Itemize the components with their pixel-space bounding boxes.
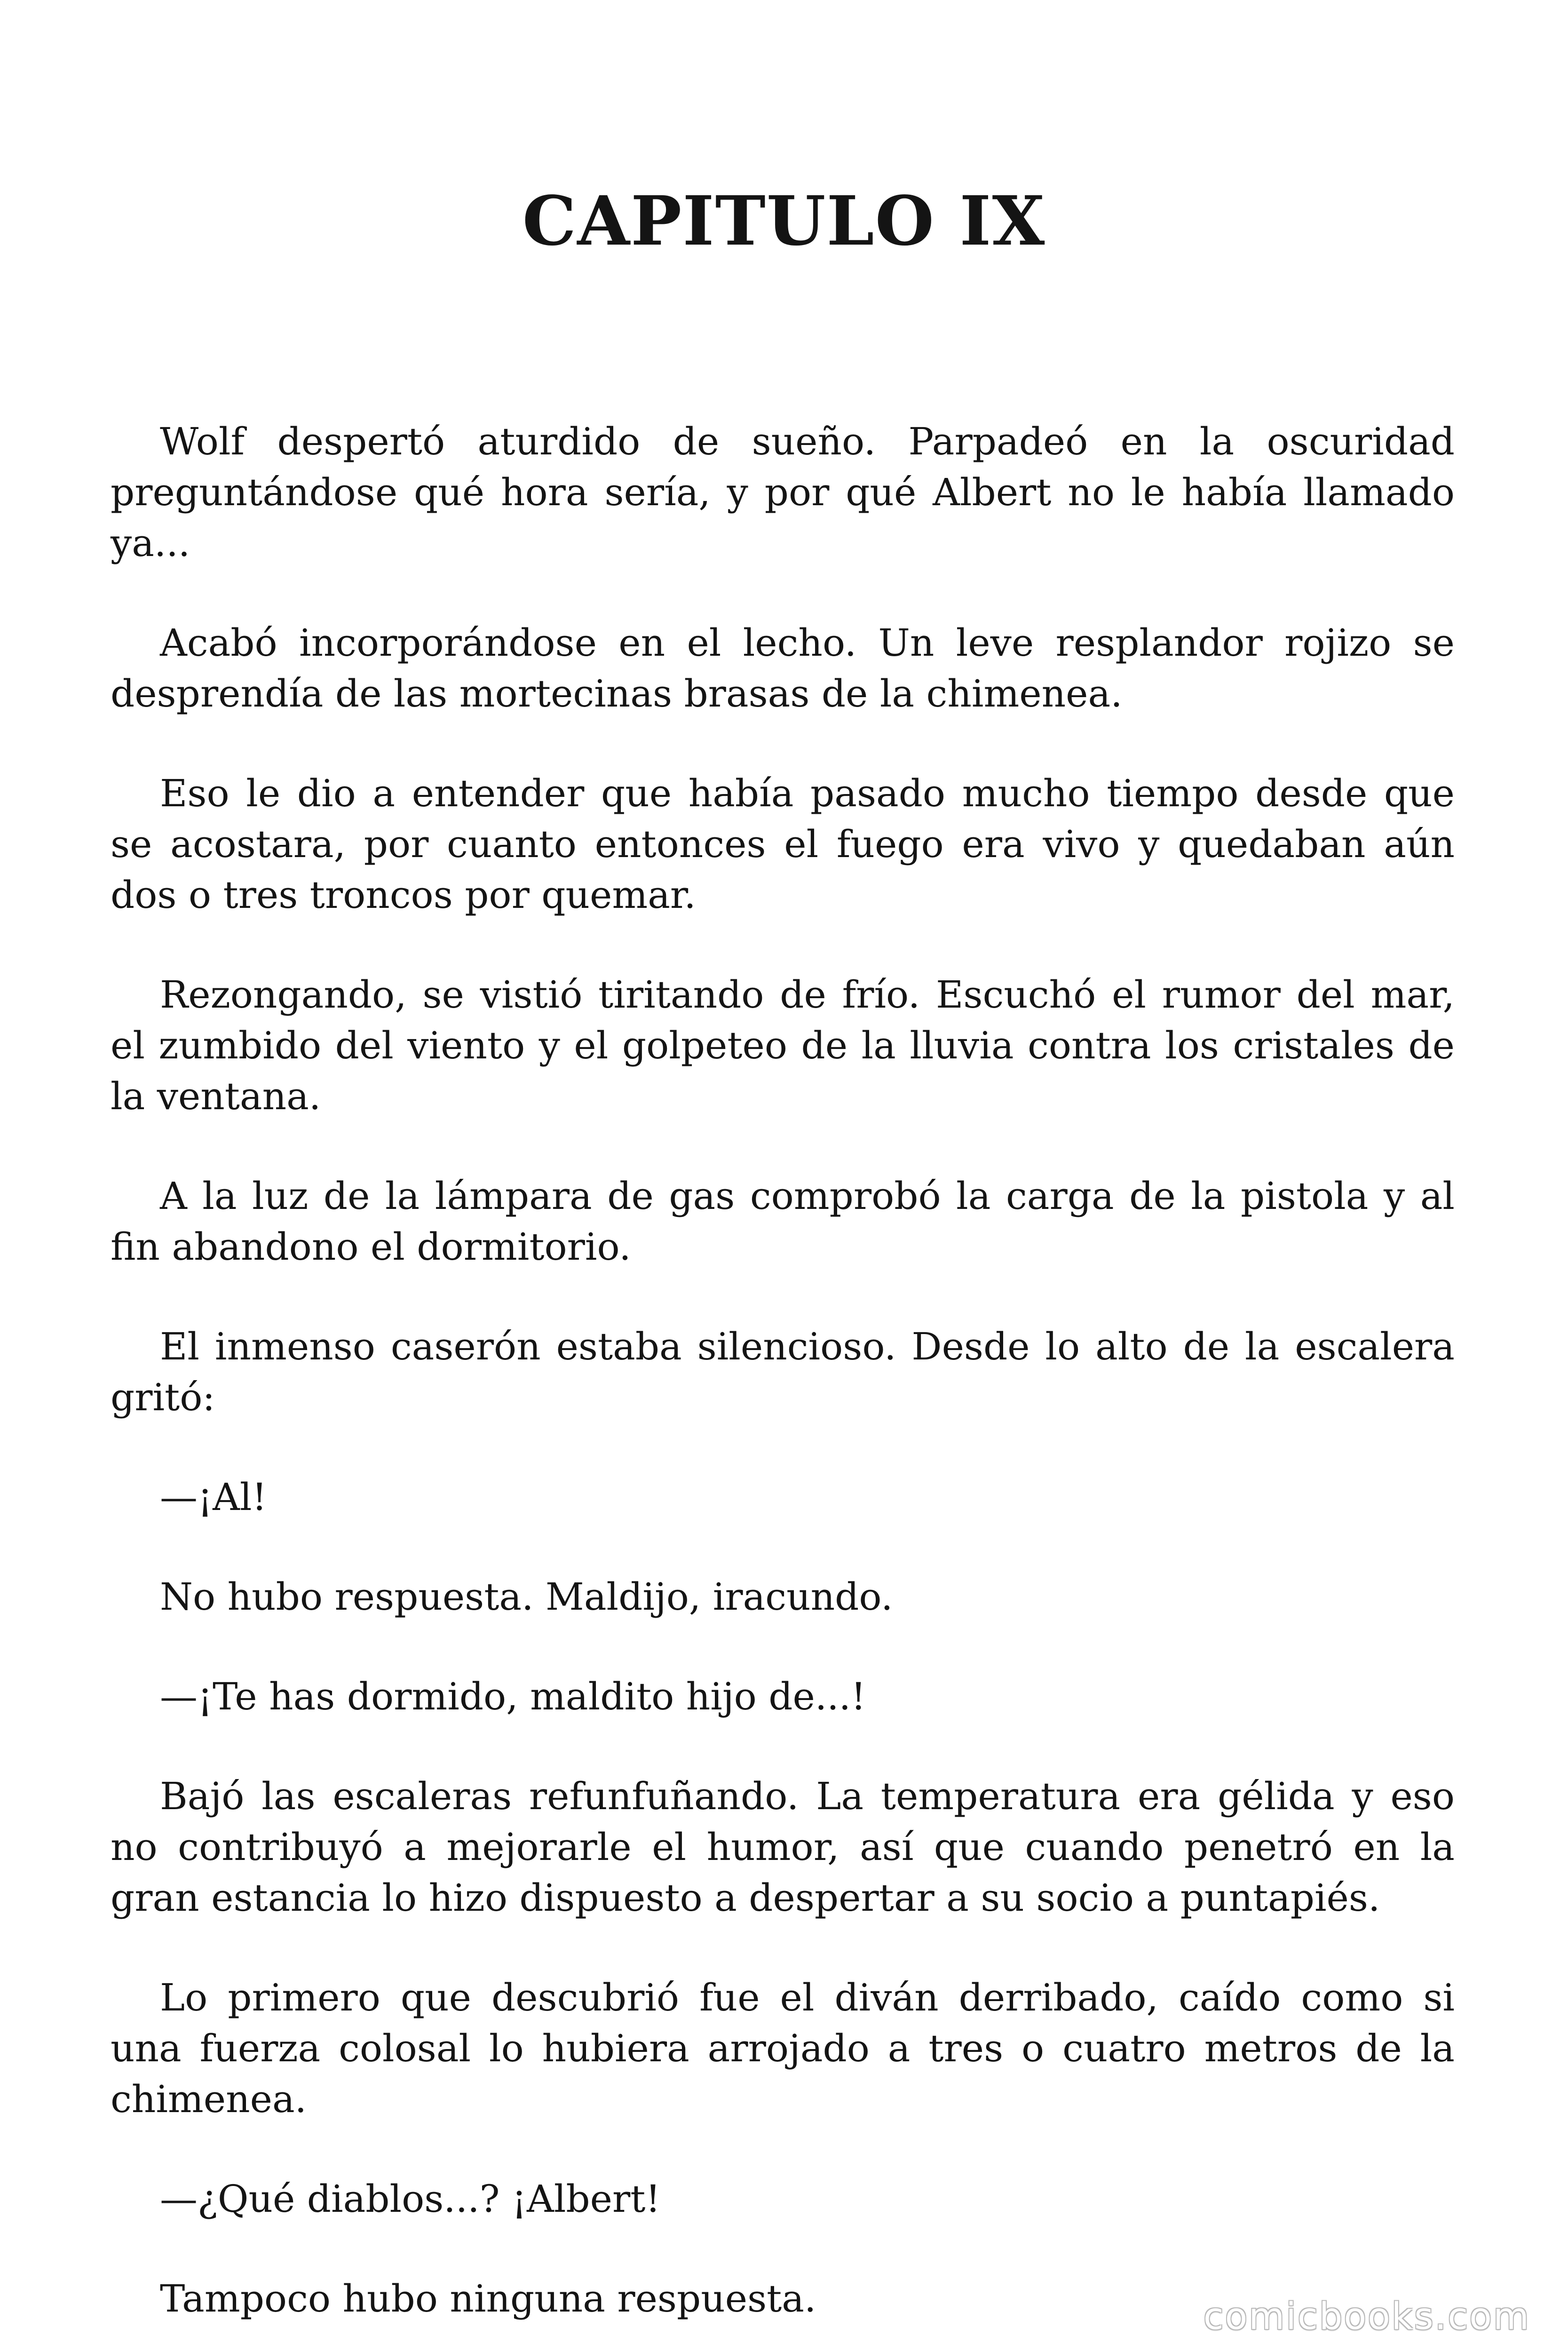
paragraph: Tampoco hubo ninguna respuesta.	[160, 2277, 816, 2320]
dialogue-line: —¡Te has dormido, maldito hijo de...!	[160, 1675, 866, 1718]
paragraph: No hubo respuesta. Maldijo, iracundo.	[160, 1575, 893, 1619]
paragraph: Wolf despertó aturdido de sueño. Parpadeó en la oscuridad preguntándose qué hora sería, y por qué Albert no le había llamado ya...	[111, 420, 1455, 565]
paragraph: Rezongando, se vistió tiritando de frío. Escuchó el rumor del mar, el zumbido del viento y el golpeteo de la lluvia contra los cristales de la ventana.	[111, 973, 1455, 1118]
dialogue-line: —¿Qué diablos...? ¡Albert!	[160, 2177, 661, 2221]
paragraph: Acabó incorporándose en el lecho. Un leve resplandor rojizo se desprendía de las mortecinas brasas de la chimenea.	[111, 621, 1455, 715]
chapter-body	[111, 416, 1455, 2352]
paragraph: Bajó las escaleras refunfuñando. La temperatura era gélida y eso no contribuyó a mejorarle el humor, así que cuando penetró en la gran estancia lo hizo dispuesto a despertar a su socio a puntapiés.	[111, 1774, 1455, 1920]
chapter-title: CAPITULO IX	[522, 181, 1046, 261]
paragraph: A la luz de la lámpara de gas comprobó la carga de la pistola y al fin abandono el dormitorio.	[111, 1174, 1455, 1269]
dialogue-line: —¡Al!	[160, 1475, 267, 1519]
paragraph: Lo primero que descubrió fue el diván derribado, caído como si una fuerza colosal lo hubiera arrojado a tres o cuatro metros de la chimenea.	[111, 1976, 1455, 2121]
paragraph: Eso le dio a entender que había pasado mucho tiempo desde que se acostara, por cuanto entonces el fuego era vivo y quedaban aún dos o tres troncos por quemar.	[111, 771, 1455, 917]
paragraph: El inmenso caserón estaba silencioso. Desde lo alto de la escalera gritó:	[111, 1325, 1455, 1419]
watermark: comicbooks.com	[1203, 2296, 1530, 2338]
